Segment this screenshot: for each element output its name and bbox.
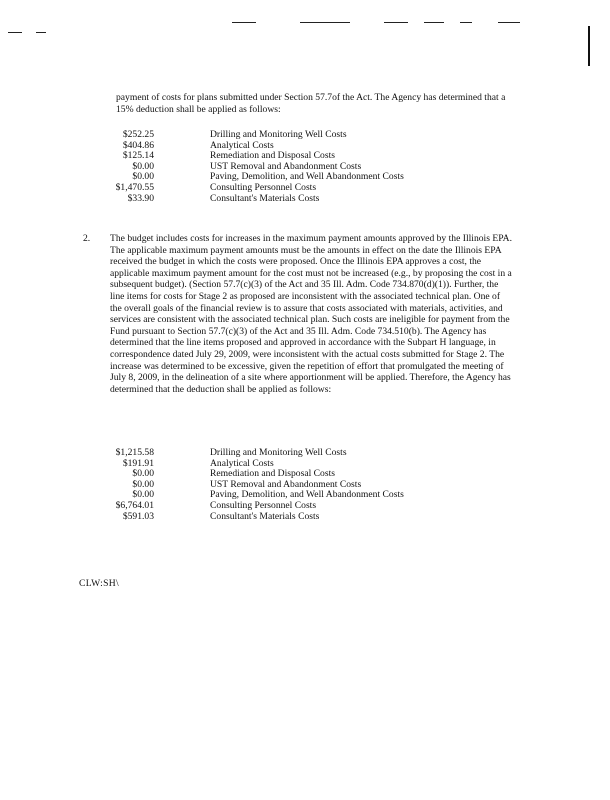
cost-amount: $0.00 <box>132 489 154 501</box>
author-initials: CLW:SH\ <box>79 578 119 589</box>
cost-row <box>104 183 404 194</box>
scan-edge-bar <box>588 26 590 66</box>
cost-amount: $1,470.55 <box>115 181 154 193</box>
deduction-table-item2 <box>104 448 404 522</box>
item2-paragraph: The budget includes costs for increases in the maximum payment amounts approved by the Illinois EPA. The applicable maximum payment amounts must be the amounts in effect on the date the Illinois EPA received the budget in which the costs were proposed. Once the Illinois EPA approves a cost, the applicable maximum payment amount for the cost must not be increased (e.g., by proposing the cost in a subsequent budget). (Section 57.7(c)(3) of the Act and 35 Ill. Adm. Code 734.870(d)(1)). Further, the line items for costs for Stage 2 as proposed are inconsistent with the associated technical plan. One of the overall goals of the financial review is to assure that costs associated with materials, activities, and services are consistent with the associated technical plan. Such costs are ineligible for payment from the Fund pursuant to Section 57.7(c)(3) of the Act and 35 Ill. Adm. Code 734.510(b). The Agency has determined that the line items proposed and approved in accordance with the Subpart H language, in correspondence dated July 29, 2009, were inconsistent with the actual costs submitted for Stage 2. The increase was determined to be excessive, given the repetition of effort that promulgated the meeting of July 8, 2009, in the delineation of a site where apportionment will be applied. Therefore, the Agency has determined that the deduction shall be applied as follows: <box>110 233 512 395</box>
cost-category: Paving, Demolition, and Well Abandonment Costs <box>210 489 404 501</box>
cost-amount: $0.00 <box>132 468 154 480</box>
cost-category: Consultant's Materials Costs <box>210 510 320 522</box>
cost-amount: $191.91 <box>122 457 154 469</box>
cost-category: UST Removal and Abandonment Costs <box>210 160 362 172</box>
cost-category: Consulting Personnel Costs <box>210 499 317 511</box>
cost-amount: $0.00 <box>132 160 154 172</box>
cost-amount: $0.00 <box>132 171 154 183</box>
scan-artifact <box>498 22 520 23</box>
cost-amount: $591.03 <box>122 510 154 522</box>
item-number: 2. <box>83 233 91 244</box>
scan-artifact <box>232 22 256 23</box>
intro-paragraph: payment of costs for plans submitted under Section 57.7of the Act. The Agency has determined that a 15% deduction shall be applied as follows: <box>116 92 506 115</box>
cost-category: Paving, Demolition, and Well Abandonment Costs <box>210 171 404 183</box>
cost-amount: $404.86 <box>122 139 154 151</box>
cost-row <box>104 130 404 141</box>
cost-amount: $1,215.58 <box>115 447 154 458</box>
cost-category: Analytical Costs <box>210 139 274 151</box>
cost-category: UST Removal and Abandonment Costs <box>210 478 362 490</box>
scan-artifact <box>36 32 46 33</box>
scan-artifact <box>300 22 350 23</box>
cost-category: Consulting Personnel Costs <box>210 181 317 193</box>
cost-amount: $0.00 <box>132 478 154 490</box>
cost-amount: $125.14 <box>122 150 154 162</box>
cost-category: Remediation and Disposal Costs <box>210 468 335 480</box>
cost-row <box>104 448 404 459</box>
scan-artifact <box>384 22 408 23</box>
cost-category: Drilling and Monitoring Well Costs <box>210 447 347 458</box>
cost-row <box>104 194 404 205</box>
cost-category: Remediation and Disposal Costs <box>210 150 335 162</box>
cost-category: Analytical Costs <box>210 457 274 469</box>
scan-artifact <box>424 22 444 23</box>
cost-amount: $6,764.01 <box>115 499 154 511</box>
cost-category: Consultant's Materials Costs <box>210 192 320 204</box>
scan-artifact <box>8 32 22 33</box>
cost-category: Drilling and Monitoring Well Costs <box>210 129 347 140</box>
cost-amount: $252.25 <box>122 129 154 140</box>
cost-row <box>104 501 404 512</box>
deduction-table-15pct <box>104 130 404 204</box>
scan-artifact <box>460 22 472 23</box>
cost-amount: $33.90 <box>127 192 154 204</box>
cost-row <box>104 512 404 523</box>
